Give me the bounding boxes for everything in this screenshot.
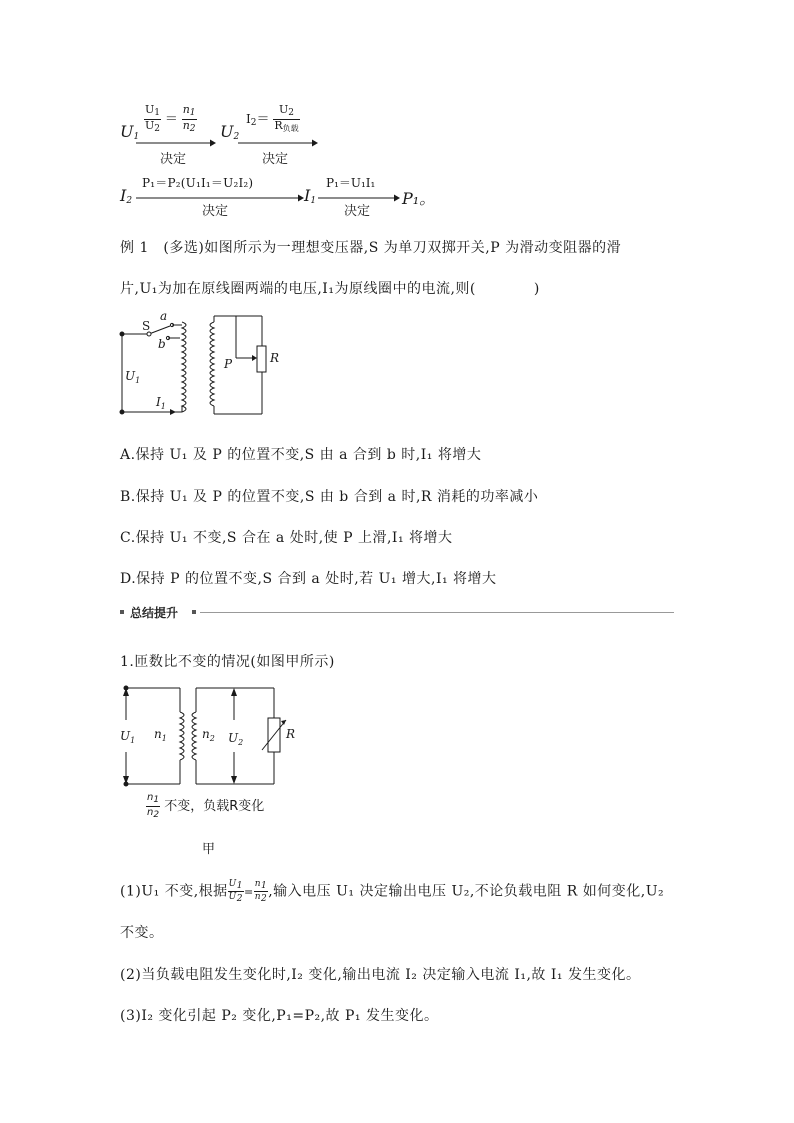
- relation-formula-current: [238, 4, 244, 5]
- option-a: A.保持 U₁ 及 P 的位置不变,S 由 a 合到 b 时,I₁ 将增大: [120, 447, 482, 463]
- section-marker-left: [120, 610, 124, 614]
- section-title: 总结提升: [130, 606, 179, 620]
- relation-row-1: [118, 104, 438, 168]
- example-line-2: 片,U₁为加在原线圈两端的电压,I₁为原线圈中的电流,则( ): [120, 281, 540, 297]
- section-rule: [200, 612, 674, 613]
- option-b: B.保持 U₁ 及 P 的位置不变,S 由 b 合到 a 时,R 消耗的功率减小: [120, 489, 539, 505]
- option-c: C.保持 U₁ 不变,S 合在 a 处时,使 P 上滑,I₁ 将增大: [120, 530, 453, 546]
- terminal-a-label: a: [160, 309, 168, 323]
- arrow-1: [136, 138, 216, 148]
- transformer-circuit-figure: [112, 308, 282, 420]
- i1-label: $I_1$: [156, 395, 166, 411]
- fig2-n1-label: $n_1$: [154, 727, 167, 743]
- example-line-1: 例 1 (多选)如图所示为一理想变压器,S 为单刀双掷开关,P 为滑动变阻器的滑: [120, 240, 622, 256]
- p1-result: P₁。: [402, 189, 436, 208]
- section-marker-right: [192, 610, 196, 614]
- fig2-n2-label: $n_2$: [202, 727, 215, 743]
- summary-p2: (2)当负载电阻发生变化时,I₂ 变化,输出电流 I₂ 决定输入电流 I₁,故 I₁ 发生变化。: [120, 967, 641, 983]
- summary-p1-line2: 不变。: [120, 925, 164, 941]
- slider-p-label: P: [224, 357, 233, 371]
- arrow-1-label: 决定: [160, 152, 187, 167]
- arrow-2-label: 决定: [262, 152, 289, 167]
- terminal-b-label: b: [158, 337, 166, 351]
- power-relation-2: P₁＝U₁I₁: [326, 176, 376, 190]
- fig2-u2-label: $U_2$: [228, 731, 244, 747]
- figure2-label: 甲: [202, 842, 216, 857]
- summary-heading: 1.匝数比不变的情况(如图甲所示): [120, 654, 335, 670]
- u1-label: $U_1$: [125, 369, 141, 385]
- ratio-fraction-inline: $\frac{U_1}{U_2}$: [228, 879, 243, 904]
- arrow-4-label: 决定: [344, 204, 371, 219]
- relation-row-2: [118, 172, 458, 220]
- resistor-r-label: R: [270, 351, 280, 365]
- option-d: D.保持 P 的位置不变,S 合到 a 处时,若 U₁ 增大,I₁ 将增大: [120, 571, 497, 587]
- current-formula: $I_2=$ $\frac{U_2}{R_{负载}}$: [246, 103, 299, 133]
- u1-symbol: $U_1$: [120, 122, 140, 142]
- power-relation-1: P₁＝P₂(U₁I₁＝U₂I₂): [142, 176, 254, 190]
- i1-symbol: $I_1$: [304, 186, 317, 206]
- relation-formula-voltage-ratio: [138, 4, 144, 5]
- arrow-2: [238, 138, 318, 148]
- summary-p1-line1: (1)U₁ 不变,根据 $\frac{U_1}{U_2}$ = $\frac{n_1}{n_2}$ ,输入电压 U₁ 决定输出电压 U₂,不论负载电阻 R 如何变化,U₂: [120, 879, 665, 904]
- switch-label: S: [142, 319, 151, 333]
- fig2-r-label: R: [286, 727, 296, 741]
- summary-p3: (3)I₂ 变化引起 P₂ 变化,P₁=P₂,故 P₁ 发生变化。: [120, 1008, 439, 1024]
- voltage-ratio-fraction: $\frac{U_1}{U_2}$ ＝ $\frac{n_1}{n_2}$: [145, 103, 196, 134]
- u2-symbol: $U_2$: [220, 122, 240, 142]
- transformer-fixed-ratio-figure: [116, 680, 306, 792]
- i2-symbol: $I_2$: [120, 186, 133, 206]
- arrow-3-label: 决定: [202, 204, 229, 219]
- figure2-caption-text: 不变，负载R变化: [164, 799, 265, 814]
- figure2-caption: $\frac{n_1}{n_2}$ 不变，负载R变化: [147, 792, 265, 820]
- section-divider: [120, 604, 674, 622]
- fig2-u1-label: $U_1$: [120, 729, 136, 745]
